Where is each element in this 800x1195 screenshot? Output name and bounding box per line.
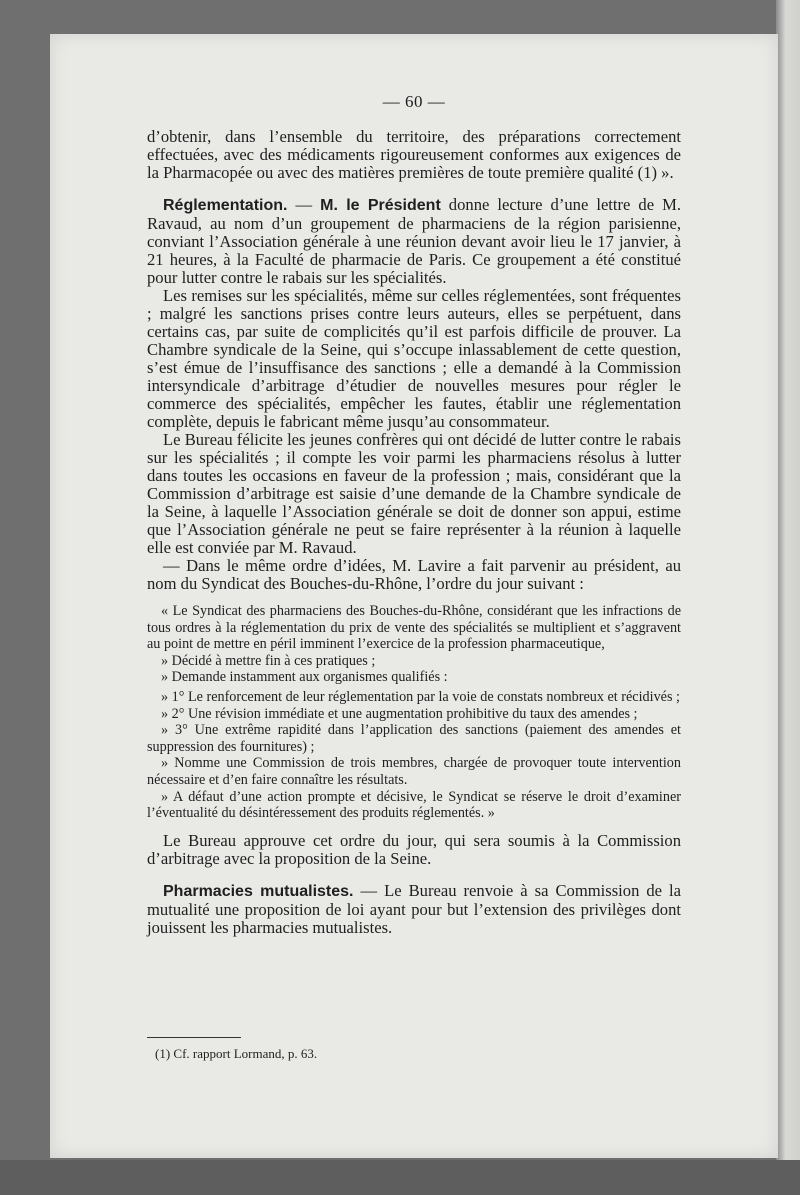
footnote-rule — [147, 1037, 241, 1038]
body-text — [147, 128, 681, 937]
paragraph-preparations: d’obtenir, dans l’ensemble du territoire, des préparations correctement effectuées, avec des médicaments rigoureusement conformes aux exigences de la Pharmacopée ou avec des matières premières de toute première qualité (1) ». — [147, 127, 681, 182]
quote-item-2: » 2° Une révision immédiate et une augmentation prohibitive du taux des amendes ; — [161, 705, 638, 722]
paragraph-lavire: — Dans le même ordre d’idées, M. Lavire a fait parvenir au président, au nom du Syndicat des Bouches-du-Rhône, l’ordre du jour suivant : — [147, 556, 681, 593]
paragraph-pharmacies-mutualistes-text: — Le Bureau renvoie à sa Commission de la mutualité une proposition de loi ayant pour but l’extension des privilèges dont jouissent les pharmacies mutualistes. — [147, 880, 682, 937]
footnote: (1) Cf. rapport Lormand, p. 63. — [155, 1046, 318, 1061]
adjacent-page-edge — [776, 0, 800, 1195]
paragraph-pharmacies-mutualistes — [147, 882, 681, 937]
quote-item-1: » 1° Le renforcement de leur réglementation par la voie de constats nombreux et récidivés ; — [161, 688, 680, 705]
president-name: M. le Président — [320, 197, 441, 214]
paragraph-reglementation — [147, 196, 681, 287]
paragraph-reglementation-text: donne lecture d’une lettre de M. Ravaud, au nom d’un groupement de pharmaciens de la région parisienne, conviant l’Association générale à une réunion devant avoir lieu le 17 janvier, à 21 heures, à la Faculté de pharmacie de Paris. Ce groupement a été constitué pour lutter contre le rabais sur les spécialités. — [147, 195, 682, 287]
ordre-du-jour-quote — [147, 603, 681, 822]
paragraph-bureau-approuve: Le Bureau approuve cet ordre du jour, qui sera soumis à la Commission d’arbitrage avec la proposition de la Seine. — [147, 830, 681, 868]
quote-commission: » Nomme une Commission de trois membres, chargée de provoquer toute intervention nécessaire et d’en faire connaître les résultats. — [147, 755, 681, 788]
quote-demande: » Demande instamment aux organismes qualifiés : — [161, 669, 448, 686]
paragraph-bureau-felicite: Le Bureau félicite les jeunes confrères qui ont décidé de lutter contre le rabais sur les spécialités ; il compte les voir parmi les pharmaciens résolus à lutter dans toutes les occasions en faveur de la profession ; mais, considérant que la Commission d’arbitrage est saisie d’une demande de la Chambre syndicale de la Seine, à laquelle l’Association générale se doit de donner son appui, estime que l’Association générale ne peut se faire représenter à la réunion à laquelle elle est conviée par M. Ravaud. — [147, 430, 681, 557]
section-heading-pharmacies-mutualistes: Pharmacies mutualistes. — [163, 882, 354, 900]
page-number: — 60 — — [382, 92, 446, 111]
document-page — [50, 34, 778, 1158]
scan-background — [0, 1160, 800, 1195]
paragraph-remises: Les remises sur les spécialités, même sur celles réglementées, sont fréquentes ; malgré les sanctions prises contre leurs auteurs, elles se perpétuent, dans certains cas, par suite de complicités qu’il est parfois difficile de prouver. La Chambre syndicale de la Seine, qui s’occupe inlassablement de cette question, s’est émue de l’insuffisance des sanctions ; elle a demandé à la Commission intersyndicale d’arbitrage d’étudier de nouvelles mesures pour régler le commerce des spécialités, empêcher les fautes, établir une réglementation complète, depuis le fabricant même jusqu’au consommateur. — [147, 286, 681, 431]
quote-decide: » Décidé à mettre fin à ces pratiques ; — [161, 652, 376, 669]
quote-considerant: « Le Syndicat des pharmaciens des Bouches-du-Rhône, considérant que les infractions de tous ordres à la réglementation du prix de vente des spécialités se multiplient et s’aggravent au point de mettre en péril imminent l’exercice de la profession pharmaceutique, — [147, 603, 681, 653]
section-heading-reglementation: Réglementation. — [163, 197, 288, 214]
quote-defaut: » A défaut d’une action prompte et décisive, le Syndicat se réserve le droit d’examiner l’éventualité du désintéressement des produits réglementés. » — [147, 788, 681, 822]
heading-dash: — — [287, 195, 321, 214]
quote-item-3: » 3° Une extrême rapidité dans l’application des sanctions (paiement des amendes et suppression des fournitures) ; — [147, 722, 681, 755]
